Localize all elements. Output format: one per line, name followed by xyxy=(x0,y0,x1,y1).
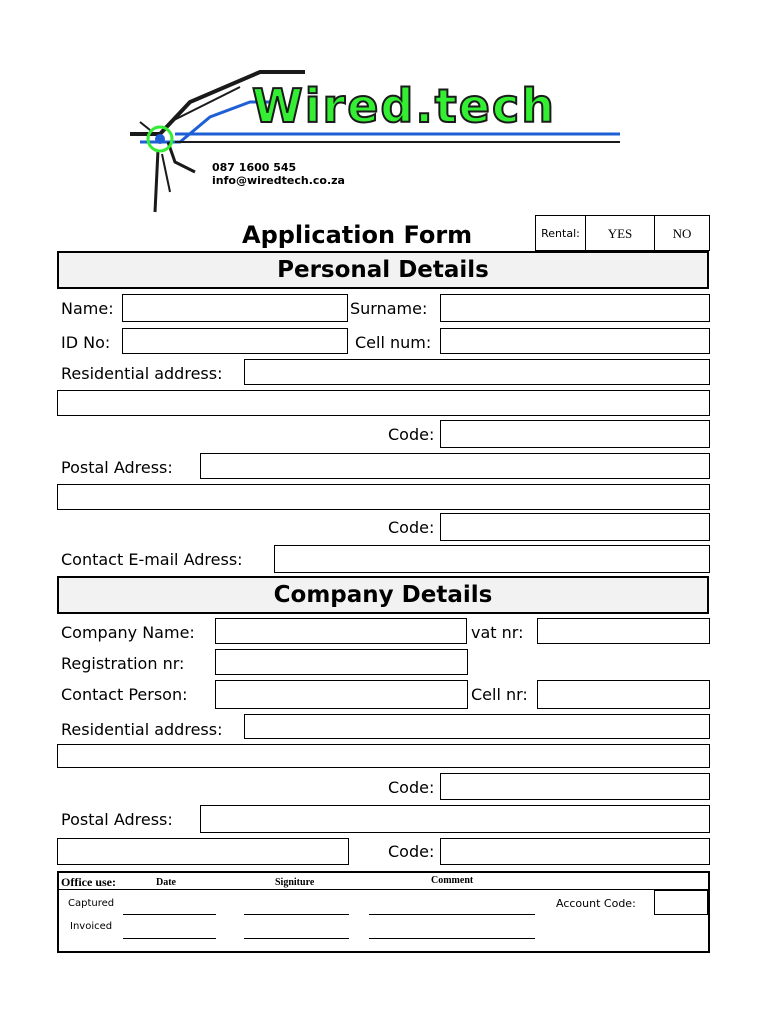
surname-label: Surname: xyxy=(350,299,428,318)
company-postal-code-input[interactable] xyxy=(440,838,710,865)
captured-label: Captured xyxy=(68,898,115,909)
company-cell-input[interactable] xyxy=(537,680,710,709)
captured-date-line[interactable] xyxy=(123,914,216,915)
company-residential-address-line2-input[interactable] xyxy=(57,744,710,768)
company-postal-address-line2-input[interactable] xyxy=(57,838,349,865)
cell-num-label: Cell num: xyxy=(355,333,432,352)
invoiced-label: Invoiced xyxy=(70,921,113,932)
company-residential-address-label: Residential address: xyxy=(61,720,223,739)
account-code-label: Account Code: xyxy=(556,897,636,910)
postal-address-line2-input[interactable] xyxy=(57,484,710,510)
office-use-section xyxy=(57,871,710,953)
email-label: Contact E-mail Adress: xyxy=(61,550,243,569)
account-code-input[interactable] xyxy=(654,890,708,915)
postal-address-input[interactable] xyxy=(200,453,710,479)
date-label: Date xyxy=(156,877,176,888)
postal-code-input[interactable] xyxy=(440,513,710,541)
office-use-title: Office use: xyxy=(61,875,116,889)
residential-address-line2-input[interactable] xyxy=(57,390,710,416)
personal-details-heading: Personal Details xyxy=(57,251,709,289)
company-residential-address-input[interactable] xyxy=(244,714,710,739)
residential-address-label: Residential address: xyxy=(61,364,223,383)
contact-person-label: Contact Person: xyxy=(61,685,188,704)
company-name-input[interactable] xyxy=(215,618,467,644)
form-title: Application Form xyxy=(242,221,473,249)
captured-signature-line[interactable] xyxy=(244,914,349,915)
invoiced-comment-line[interactable] xyxy=(369,938,535,939)
rental-label: Rental: xyxy=(535,215,586,251)
name-label: Name: xyxy=(61,299,114,318)
logo-email: info@wiredtech.co.za xyxy=(212,174,345,187)
code-label: Code: xyxy=(388,425,435,444)
name-input[interactable] xyxy=(122,294,348,322)
vat-label: vat nr: xyxy=(471,623,524,642)
code-input[interactable] xyxy=(440,420,710,448)
header-rule xyxy=(59,889,708,890)
surname-input[interactable] xyxy=(440,294,710,322)
company-code-label: Code: xyxy=(388,778,435,797)
company-postal-address-input[interactable] xyxy=(200,805,710,833)
email-input[interactable] xyxy=(274,545,710,573)
company-name-label: Company Name: xyxy=(61,623,195,642)
contact-person-input[interactable] xyxy=(215,680,468,709)
company-postal-address-label: Postal Adress: xyxy=(61,810,173,829)
company-code-input[interactable] xyxy=(440,773,710,800)
rental-yes-option[interactable]: YES xyxy=(585,215,655,251)
registration-input[interactable] xyxy=(215,649,468,675)
captured-comment-line[interactable] xyxy=(369,914,535,915)
company-details-heading: Company Details xyxy=(57,576,709,614)
vat-input[interactable] xyxy=(537,618,710,644)
rental-no-option[interactable]: NO xyxy=(654,215,710,251)
invoiced-date-line[interactable] xyxy=(123,938,216,939)
registration-label: Registration nr: xyxy=(61,654,185,673)
logo xyxy=(120,62,630,217)
signature-label: Signiture xyxy=(275,877,315,888)
logo-phone: 087 1600 545 xyxy=(212,161,297,174)
cell-num-input[interactable] xyxy=(440,328,710,354)
company-cell-label: Cell nr: xyxy=(471,685,528,704)
invoiced-signature-line[interactable] xyxy=(244,938,349,939)
id-input[interactable] xyxy=(122,328,348,354)
residential-address-input[interactable] xyxy=(244,359,710,385)
company-postal-code-label: Code: xyxy=(388,842,435,861)
postal-address-label: Postal Adress: xyxy=(61,458,173,477)
logo-brand: Wired.tech xyxy=(252,79,556,133)
comment-label: Comment xyxy=(431,875,474,886)
postal-code-label: Code: xyxy=(388,518,435,537)
id-label: ID No: xyxy=(61,333,111,352)
